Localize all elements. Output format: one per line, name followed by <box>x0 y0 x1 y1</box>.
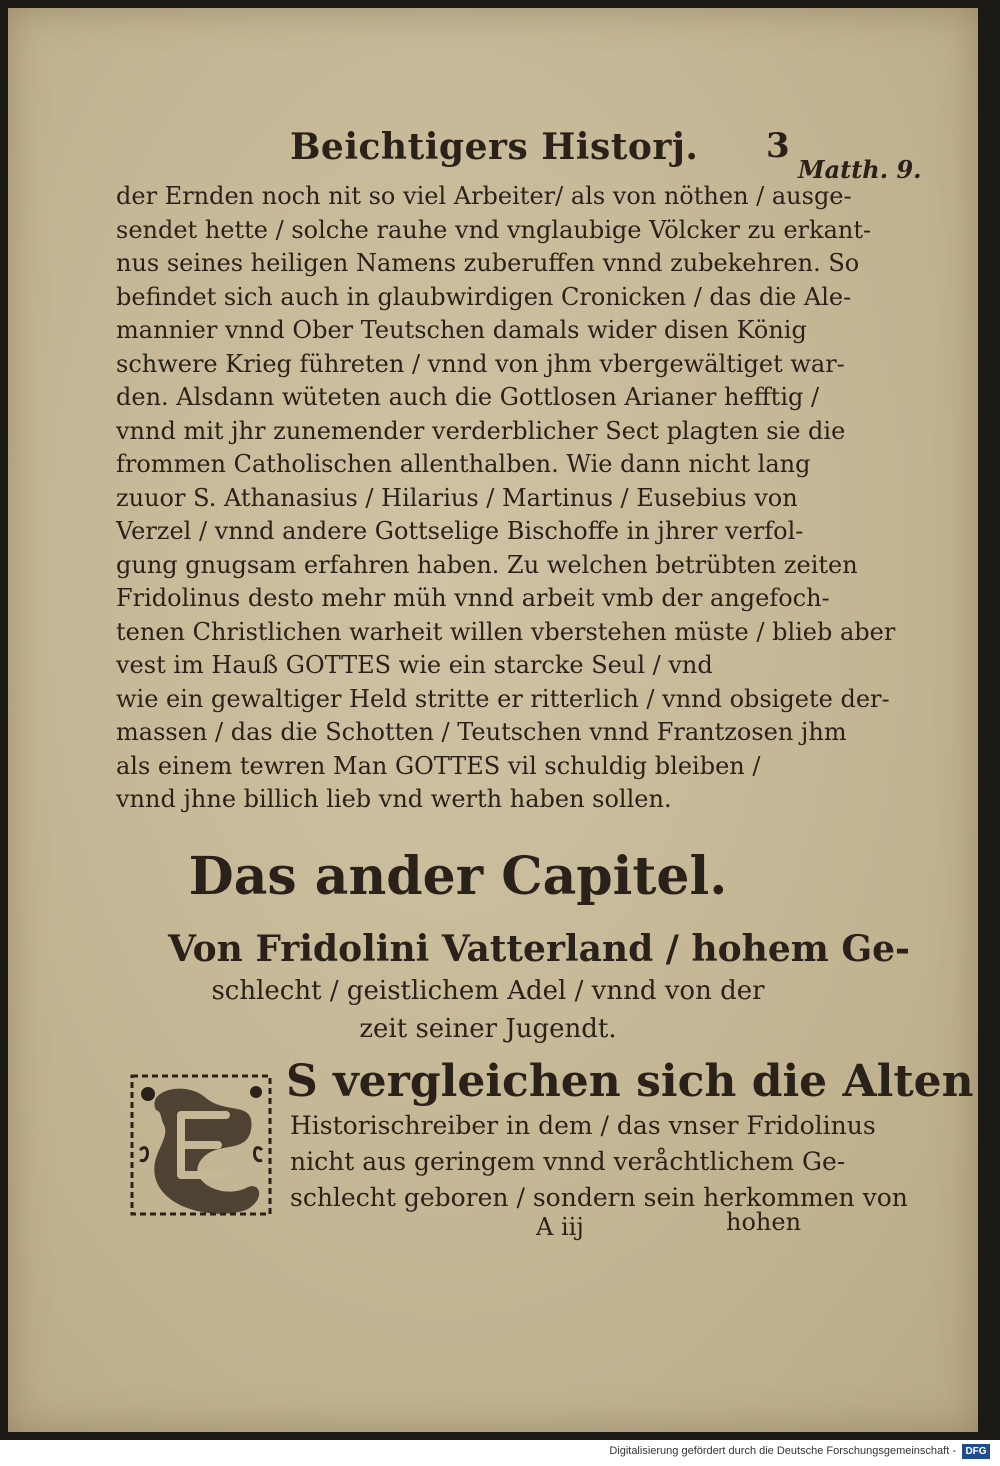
paragraph-first-line: S vergleichen sich die Alten <box>286 1056 974 1107</box>
margin-note: Matth. 9. <box>798 155 922 184</box>
body-line: der Ernden noch nit so viel Arbeiter/ als von nöthen / ausge- <box>116 182 852 210</box>
summary-line: Von Fridolini Vatterland / hohem Ge- <box>168 928 910 970</box>
body-line: sendet hette / solche rauhe vnd vnglaubige Völcker zu erkant- <box>116 215 872 244</box>
body-line: den. Alsdann wüteten auch die Gottlosen Arianer hefftig / <box>116 383 820 411</box>
ornament-initial-icon <box>126 1070 276 1220</box>
paragraph-line: schlecht geboren / sondern sein herkommen von <box>290 1183 908 1212</box>
body-line: frommen Catholischen allenthalben. Wie dann nicht lang <box>116 450 811 478</box>
book-page <box>8 8 978 1432</box>
summary-line: schlecht / geistlichem Adel / vnnd von der <box>211 976 765 1006</box>
footer-bar <box>0 1440 1000 1466</box>
body-line: befindet sich auch in glaubwirdigen Cronicken / das die Ale- <box>116 282 852 311</box>
body-line: vnnd jhne billich lieb vnd werth haben sollen. <box>116 785 672 813</box>
body-line: zuuor S. Athanasius / Hilarius / Martinus / Eusebius von <box>116 483 798 512</box>
body-line: gung gnugsam erfahren haben. Zu welchen betrübten zeiten <box>116 550 858 579</box>
body-line: Fridolinus desto mehr müh vnnd arbeit vmb der angefoch- <box>116 584 830 612</box>
body-line: massen / das die Schotten / Teutschen vnnd Frantzosen jhm <box>116 718 847 746</box>
decorated-initial-e <box>126 1070 276 1220</box>
signature-mark: A iij <box>536 1213 584 1241</box>
body-line: tenen Christlichen warheit willen vberstehen müste / blieb aber <box>116 617 896 646</box>
body-line: nus seines heiligen Namens zuberuffen vnnd zubekehren. So <box>116 249 860 277</box>
body-line: wie ein gewaltiger Held stritte er ritterlich / vnnd obsigete der- <box>116 684 890 713</box>
body-line: schwere Krieg führeten / vnnd von jhm vbergewältiget war- <box>116 349 845 378</box>
catchword: hohen <box>726 1208 802 1236</box>
body-text <box>116 180 896 817</box>
body-line: mannier vnnd Ober Teutschen damals wider disen König <box>116 316 807 344</box>
chapter-title: Das ander Capitel. <box>188 846 728 907</box>
summary-line: zeit seiner Jugendt. <box>359 1014 617 1044</box>
paragraph-line: Historischreiber in dem / das vnser Fridolinus <box>290 1111 876 1140</box>
paragraph-line: nicht aus geringem vnnd veråchtlichem Ge- <box>290 1147 846 1176</box>
body-line: vest im Hauß GOTTES wie ein starcke Seul / vnd <box>116 651 713 679</box>
body-line: als einem tewren Man GOTTES vil schuldig bleiben / <box>116 751 761 780</box>
body-line: Verzel / vnnd andere Gottselige Bischoffe in jhrer verfol- <box>116 517 804 545</box>
paragraph-text <box>290 1108 908 1216</box>
running-head: Beichtigers Historj. <box>290 126 699 168</box>
dfg-logo: DFG <box>962 1444 990 1459</box>
chapter-summary <box>168 926 910 1048</box>
body-line: vnnd mit jhr zunemender verderblicher Sect plagten sie die <box>116 416 846 445</box>
page-number: 3 <box>766 126 790 166</box>
funding-credit: Digitalisierung gefördert durch die Deutsche Forschungsgemeinschaft - <box>609 1445 956 1457</box>
